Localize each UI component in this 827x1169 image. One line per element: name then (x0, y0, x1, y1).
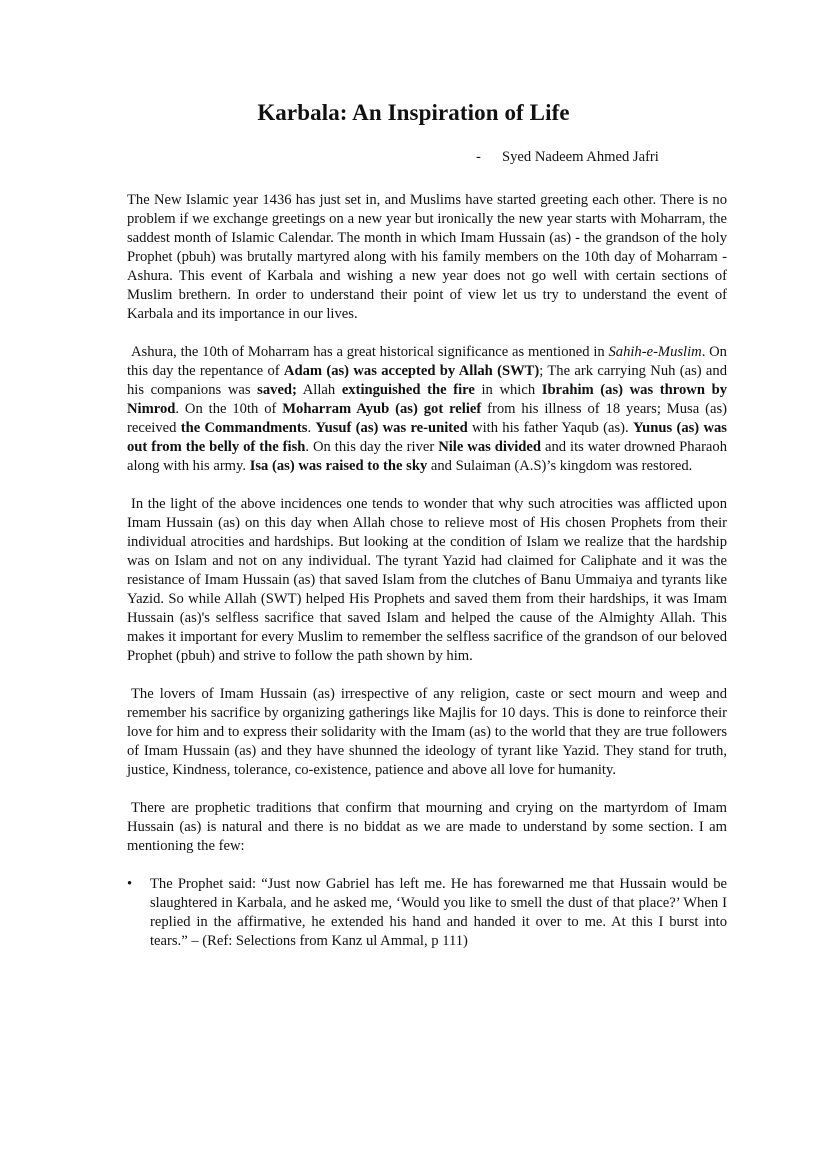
traditions-list (127, 875, 727, 951)
author-name: Syed Nadeem Ahmed Jafri (502, 149, 659, 165)
text-span: . (307, 420, 316, 436)
article-body (127, 191, 727, 951)
text-span: and its water drowned Pharaoh along with his army. (127, 439, 727, 474)
paragraph-reflection: In the light of the above incidences one tends to wonder that why such atrocities was afflicted upon Imam Hussain (as) on this day when Allah chose to relieve most of His chosen Prophets from their individual atrocities and hardships. But looking at the condition of Islam we realize that the hardship was on Islam and not on any individual. The tyrant Yazid had claimed for Caliphate and it was the resistance of Imam Hussain (as) that saved Islam from the clutches of Banu Ummaiya and tyrants like Yazid. So while Allah (SWT) helped His Prophets and saved them from their hardships, it was Imam Hussain (as)'s selfless sacrifice that saved Islam and helped the cause of the Almighty Allah. This makes it important for every Muslim to remember the selfless sacrifice of the grandson of our beloved Prophet (pbuh) and strive to follow the path shown by him. (127, 496, 727, 664)
text-span: Ashura, the 10th of Moharram has a great historical significance as mentioned in (131, 344, 609, 360)
bold-span: Nile was divided (438, 439, 542, 455)
italic-span: Sahih-e-Muslim (608, 344, 702, 360)
author-line (476, 149, 659, 166)
paragraph-mourning: The lovers of Imam Hussain (as) irrespective of any religion, caste or sect mourn and weep and remember his sacrifice by organizing gatherings like Majlis for 10 days. This is done to reinforce their love for him and to express their solidarity with the Imam (as) to the world that they are true followers of Imam Hussain (as) and they have shunned the ideology of tyrant like Yazid. They stand for truth, justice, Kindness, tolerance, co-existence, patience and above all love for humanity. (127, 686, 727, 778)
bold-span: extinguished the fire (341, 382, 475, 398)
paragraph-traditions: There are prophetic traditions that confirm that mourning and crying on the martyrdom of Imam Hussain (as) is natural and there is no biddat as we are made to understand by some section. I am mentioning the few: (127, 800, 727, 854)
text-span: . On this day the repentance of (127, 344, 727, 379)
text-span: and Sulaiman (A.S)’s kingdom was restored. (427, 458, 693, 474)
bold-span: the Commandments (180, 420, 308, 436)
bold-span: saved; (257, 382, 297, 398)
text-span: with his father Yaqub (as). (467, 420, 633, 436)
text-span: . On this day the river (305, 439, 439, 455)
bold-span: Yusuf (as) was re-united (315, 420, 468, 436)
list-item-text: The Prophet said: “Just now Gabriel has left me. He has forewarned me that Hussain would be slaughtered in Karbala, and he asked me, ‘Would you like to smell the dust of that place?’ When I replied in the affirmative, he extended his hand and handed it over to me. At this I burst into tears.” – (Ref: Selections from Kanz ul Ammal, p 111) (150, 876, 727, 949)
text-span: . On the 10th of (175, 401, 283, 417)
text-span: from his illness of 18 years; Musa (as) received (127, 401, 727, 436)
bold-span: Adam (as) was accepted by Allah (SWT) (283, 363, 540, 379)
text-span: ; The ark carrying Nuh (as) and his companions was (127, 363, 727, 398)
list-item (127, 875, 727, 951)
bold-span: Ibrahim (as) was thrown by Nimrod (127, 382, 727, 417)
bold-span: Isa (as) was raised to the sky (249, 458, 428, 474)
text-span: in which (474, 382, 542, 398)
document-title: Karbala: An Inspiration of Life (257, 100, 570, 125)
paragraph-ashura (127, 343, 727, 476)
bold-span: Moharram Ayub (as) got relief (282, 401, 482, 417)
author-dash: - (476, 149, 481, 165)
paragraph-intro: The New Islamic year 1436 has just set in, and Muslims have started greeting each other. There is no problem if we exchange greetings on a new year but ironically the new year starts with Moharram, the saddest month of Islamic Calendar. The month in which Imam Hussain (as) - the grandson of the holy Prophet (pbuh) was brutally martyred along with his family members on the 10th day of Moharram - Ashura. This event of Karbala and wishing a new year does not go well with certain sections of Muslim brethern. In order to understand their point of view let us try to understand the event of Karbala and its importance in our lives. (127, 192, 727, 322)
text-span: Allah (296, 382, 342, 398)
bold-span: Yunus (as) was out from the belly of the fish (127, 420, 727, 455)
bullet-marker: • (127, 876, 133, 892)
